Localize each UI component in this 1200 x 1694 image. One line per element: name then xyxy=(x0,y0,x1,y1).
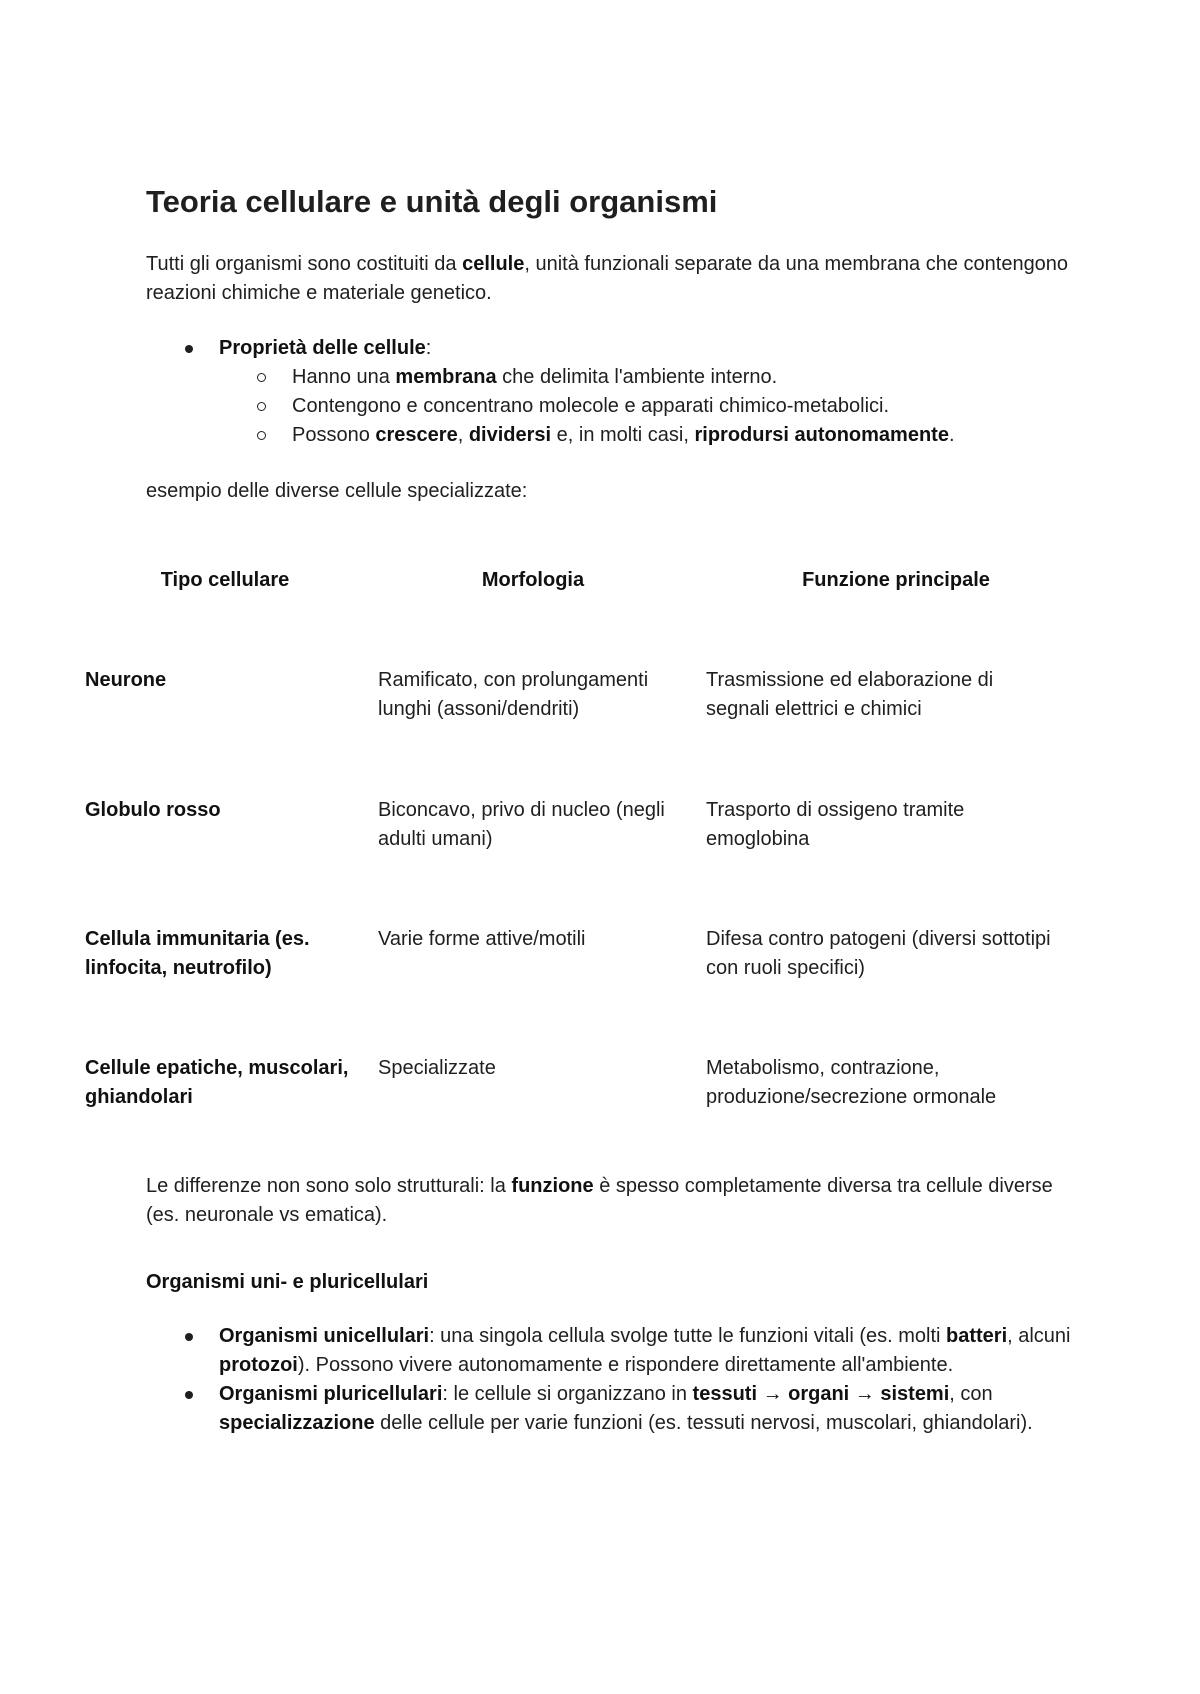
properties-list xyxy=(219,334,1119,450)
table-cell-morph: Biconcavo, privo di nucleo (negli adulti umani) xyxy=(378,799,665,850)
differences-paragraph xyxy=(146,1172,1076,1230)
table-cell-type: Neurone xyxy=(85,669,167,691)
item-text: , con xyxy=(949,1383,993,1405)
table-header-morfologia: Morfologia xyxy=(481,569,585,591)
item-text: e, in molti casi, xyxy=(551,424,695,446)
bullet-icon xyxy=(185,1391,193,1399)
intro-text-2: , unità funzionali separate da una membrana che contengono reazioni chimiche e materiale genetico. xyxy=(146,253,1069,304)
item-text: Contengono e concentrano molecole e apparati chimico-metabolici. xyxy=(292,395,890,417)
table-cell-morph: Ramificato, con prolungamenti lunghi (assoni/dendriti) xyxy=(378,669,649,720)
example-intro: esempio delle diverse cellule specializzate: xyxy=(146,480,528,502)
bullet-icon xyxy=(185,345,193,353)
item-bold: Organismi pluricellulari xyxy=(219,1383,443,1405)
item-text: , xyxy=(457,424,469,446)
item-text: che delimita l'ambiente interno. xyxy=(496,366,778,388)
item-bold: tessuti → organi → sistemi xyxy=(692,1383,950,1405)
item-bold: protozoi xyxy=(219,1354,298,1376)
intro-text-1: Tutti gli organismi sono costituiti da xyxy=(146,253,463,275)
item-text: . xyxy=(948,424,955,446)
table-cell-func: Difesa contro patogeni (diversi sottotipi con ruoli specifici) xyxy=(706,928,1051,979)
list-item xyxy=(219,421,1119,450)
intro-paragraph xyxy=(146,250,1076,308)
item-bold: membrana xyxy=(395,366,497,388)
properties-heading: Proprietà delle cellule xyxy=(219,337,426,359)
item-text: , alcuni xyxy=(1007,1325,1071,1347)
paragraph-text: Le differenze non sono solo strutturali: la xyxy=(146,1175,512,1197)
item-bold: Organismi unicellulari xyxy=(219,1325,430,1347)
paragraph-bold: funzione xyxy=(511,1175,594,1197)
table-cell-morph: Specializzate xyxy=(378,1057,496,1079)
table-header-funzione: Funzione principale xyxy=(802,569,990,591)
table-cell-type: Cellula immunitaria (es. linfocita, neutrofilo) xyxy=(85,928,310,979)
list-item xyxy=(219,1380,1079,1438)
table-cell-type: Globulo rosso xyxy=(85,799,221,821)
item-bold: crescere xyxy=(375,424,458,446)
item-text: : una singola cellula svolge tutte le funzioni vitali (es. molti xyxy=(429,1325,946,1347)
section-heading: Organismi uni- e pluricellulari xyxy=(146,1271,429,1293)
item-text: : le cellule si organizzano in xyxy=(442,1383,693,1405)
organisms-list xyxy=(219,1322,1079,1438)
bullet-icon xyxy=(185,1333,193,1341)
item-text: Hanno una xyxy=(292,366,396,388)
table-cell-morph: Varie forme attive/motili xyxy=(378,928,586,950)
bullet-icon xyxy=(257,402,266,411)
table-cell-func: Metabolismo, contrazione, produzione/secrezione ormonale xyxy=(706,1057,997,1108)
table-header-tipo: Tipo cellulare xyxy=(160,569,290,591)
table-cell-func: Trasmissione ed elaborazione di segnali elettrici e chimici xyxy=(706,669,994,720)
bullet-icon xyxy=(257,373,266,382)
list-item xyxy=(219,363,1119,392)
item-bold: specializzazione xyxy=(219,1412,375,1434)
properties-colon: : xyxy=(425,337,432,359)
item-text: delle cellule per varie funzioni (es. tessuti nervosi, muscolari, ghiandolari). xyxy=(374,1412,1033,1434)
list-item xyxy=(219,334,1119,363)
item-text: ). Possono vivere autonomamente e rispondere direttamente all'ambiente. xyxy=(297,1354,954,1376)
list-item xyxy=(219,392,1119,421)
list-item xyxy=(219,1322,1079,1380)
page-title: Teoria cellulare e unità degli organismi xyxy=(146,184,718,219)
paragraph-text: è spesso completamente diversa tra cellule diverse (es. neuronale vs ematica). xyxy=(146,1175,1053,1226)
item-bold: dividersi xyxy=(468,424,552,446)
item-text: Possono xyxy=(292,424,376,446)
table-cell-type: Cellule epatiche, muscolari, ghiandolari xyxy=(85,1057,349,1108)
item-bold: riprodursi autonomamente xyxy=(694,424,949,446)
bullet-icon xyxy=(257,431,266,440)
item-bold: batteri xyxy=(946,1325,1008,1347)
intro-bold-cellule: cellule xyxy=(462,253,525,275)
table-cell-func: Trasporto di ossigeno tramite emoglobina xyxy=(706,799,965,850)
